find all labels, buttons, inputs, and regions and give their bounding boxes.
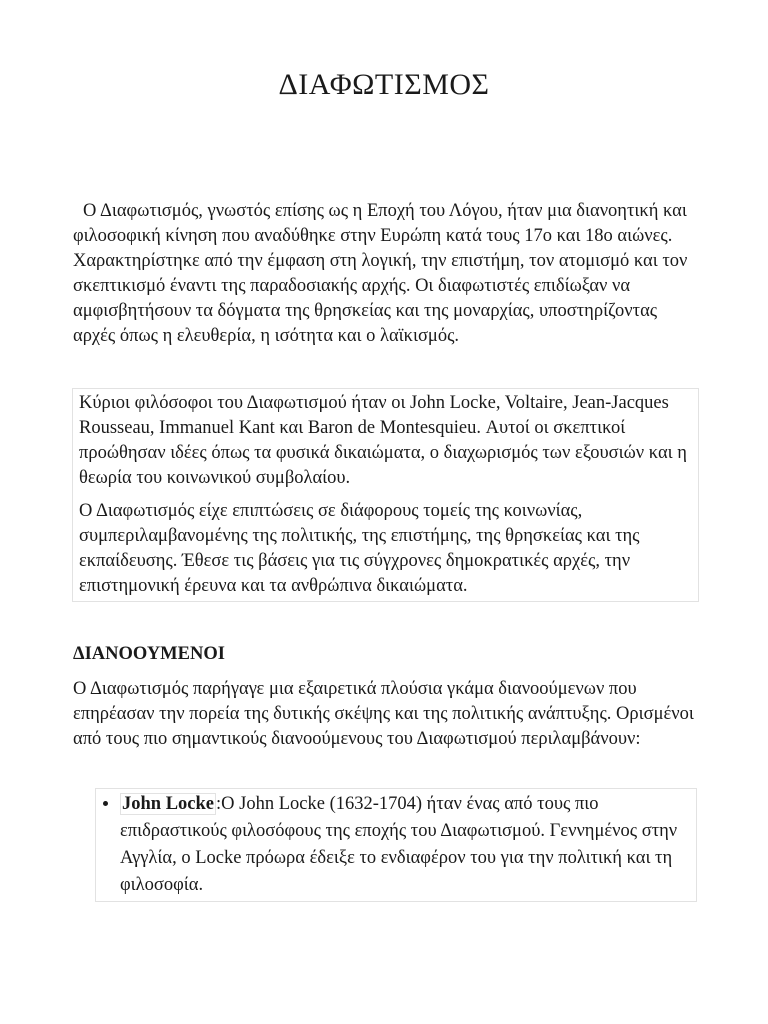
list-item: [120, 791, 692, 899]
thinkers-list: [96, 791, 696, 899]
document-title: ΔΙΑΦΩΤΙΣΜΟΣ: [278, 68, 490, 101]
thinker-name: John Locke: [122, 794, 215, 814]
thinkers-intro-paragraph: Ο Διαφωτισμός παρήγαγε μια εξαιρετικά πλούσια γκάμα διανοούμενων που επηρέασαν την πορεία της δυτικής σκέψης και της πολιτικής ανάπτυξης. Ορισμένοι από τους πιο σημαντικούς διανοούμενους του Διαφωτισμού περιλαμβάνουν:: [73, 679, 694, 749]
intro-paragraph: Ο Διαφωτισμός, γνωστός επίσης ως η Εποχή του Λόγου, ήταν μια διανοητική και φιλοσοφική κίνηση που αναδύθηκε στην Ευρώπη κατά τους 17ο και 18ο αιώνες. Χαρακτηρίστηκε από την έμφαση στη λογική, την επιστήμη, τον ατομισμό και τον σκεπτικισμό έναντι της παραδοσιακής αρχής. Οι διαφωτιστές επιδίωξαν να αμφισβητήσουν τα δόγματα της θρησκείας και της μοναρχίας, υποστηρίζοντας αρχές όπως η ελευθερία, η ισότητα και ο λαϊκισμός.: [73, 201, 688, 346]
thinker-description: :Ο John Locke (1632-1704) ήταν ένας από τους πιο επιδραστικούς φιλοσόφους της εποχής του Διαφωτισμού. Γεννημένος στην Αγγλία, ο Locke πρόωρα έδειξε το ενδιαφέρον του για την πολιτική και τη φιλοσοφία.: [120, 794, 678, 895]
section-heading: ΔΙΑΝΟΟΥΜΕΝΟΙ: [73, 644, 225, 664]
impact-paragraph: Ο Διαφωτισμός είχε επιπτώσεις σε διάφορους τομείς της κοινωνίας, συμπεριλαμβανομένης της πολιτικής, της επιστήμης, της θρησκείας και της εκπαίδευσης. Έθεσε τις βάσεις για τις σύγχρονες δημοκρατικές αρχές, την επιστημονική έρευνα και τα ανθρώπινα δικαιώματα.: [79, 501, 640, 596]
thinkers-list-box: [95, 788, 697, 902]
highlighted-text-box: [72, 388, 699, 602]
philosophers-paragraph: Κύριοι φιλόσοφοι του Διαφωτισμού ήταν οι John Locke, Voltaire, Jean-Jacques Rousseau, Immanuel Kant και Baron de Montesquieu. Αυτοί οι σκεπτικοί προώθησαν ιδέες όπως τα φυσικά δικαιώματα, ο διαχωρισμός των εξουσιών και η θεωρία του κοινωνικού συμβολαίου.: [79, 393, 687, 488]
